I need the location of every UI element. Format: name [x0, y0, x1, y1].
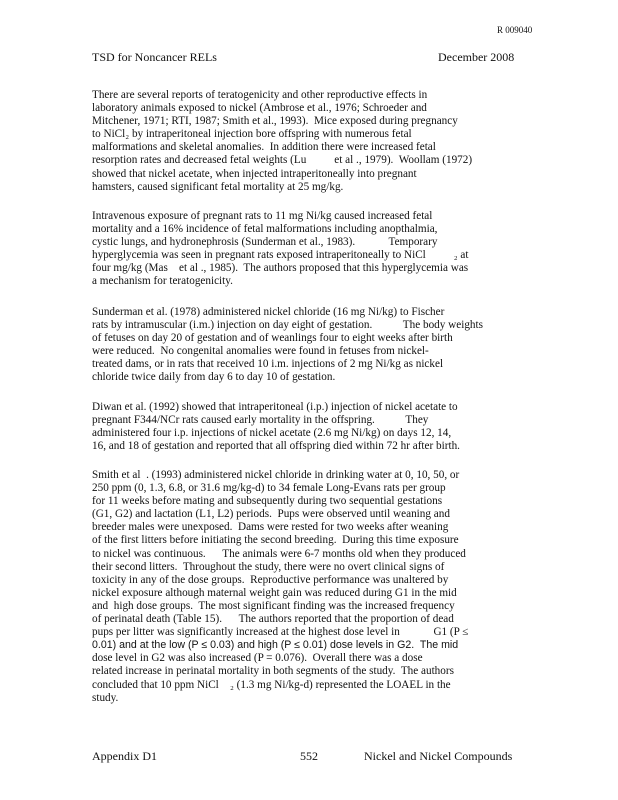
text-line: chloride twice daily from day 6 to day 10 of gestation.: [92, 371, 336, 384]
text-line: resorption rates and decreased fetal weights (Lu et al ., 1979). Woollam (1972): [92, 154, 473, 167]
footer-appendix: Appendix D1: [92, 749, 157, 763]
text-line: nickel exposure although maternal weight gain was reduced during G1 in the mid: [92, 586, 457, 599]
paragraph-diwan-1992: [92, 401, 460, 453]
text-line: (G1, G2) and lactation (L1, L2) periods. Pups were observed until weaning and: [92, 508, 450, 521]
text-line: pups per litter was significantly increased at the highest dose level in G1 (P ≤: [92, 626, 469, 639]
text-line: were reduced. No congenital anomalies were found in fetuses from nickel-: [92, 345, 429, 358]
text-line: Diwan et al. (1992) showed that intraperitoneal (i.p.) injection of nickel acetate to: [92, 401, 458, 413]
text-line: of perinatal death (Table 15). The authors reported that the proportion of dead: [92, 613, 454, 626]
text-line: and high dose groups. The most significant finding was the increased frequency: [92, 599, 455, 612]
footer-page-number: 552: [300, 749, 318, 763]
text-line: related increase in perinatal mortality in both segments of the study. The authors: [92, 665, 454, 678]
text-line: treated dams, or in rats that received 10 i.m. injections of 2 mg Ni/kg as nickel: [92, 358, 444, 371]
text-line: breeder males were unexposed. Dams were rested for two weeks after weaning: [92, 521, 449, 534]
text-line: rats by intramuscular (i.m.) injection on day eight of gestation. The body weights: [92, 319, 483, 332]
text-line: There are several reports of teratogenicity and other reproductive effects in: [92, 89, 428, 101]
text-line: showed that nickel acetate, when injected intraperitoneally into pregnant: [92, 167, 417, 180]
text-line: 16, and 18 of gestation and reported that all offspring died within 72 hr after birth.: [92, 440, 460, 453]
footer-document-title: Nickel and Nickel Compounds: [364, 749, 513, 763]
text-line: to nickel was continuous. The animals were 6-7 months old when they produced: [92, 547, 466, 560]
text-line: Sunderman et al. (1978) administered nickel chloride (16 mg Ni/kg) to Fischer: [92, 306, 445, 318]
text-line: cystic lungs, and hydronephrosis (Sunderman et al., 1983). Temporary: [92, 236, 438, 249]
text-line: malformations and skeletal anomalies. In addition there were increased fetal: [92, 141, 436, 154]
header-date: December 2008: [438, 50, 515, 64]
text-line: mortality and a 16% incidence of fetal malformations including anopthalmia,: [92, 223, 438, 236]
text-line: hyperglycemia was seen in pregnant rats exposed intraperitoneally to NiCl ₂ at: [92, 249, 469, 262]
text-line: 250 ppm (0, 1.3, 6.8, or 31.6 mg/kg-d) to 34 female Long-Evans rats per group: [92, 482, 446, 495]
text-line: four mg/kg (Mas et al ., 1985). The authors proposed that this hyperglycemia was: [92, 262, 469, 275]
text-line: toxicity in any of the dose groups. Reproductive performance was unaltered by: [92, 573, 449, 586]
paragraph-intravenous-exposure: [92, 210, 469, 289]
text-line: Mitchener, 1971; RTI, 1987; Smith et al., 1993). Mice exposed during pregnancy: [92, 115, 458, 128]
text-line: hamsters, caused significant fetal mortality at 25 mg/kg.: [92, 180, 344, 193]
text-line: for 11 weeks before mating and subsequently during two sequential gestations: [92, 495, 443, 508]
text-line: pregnant F344/NCr rats caused early mortality in the offspring. They: [92, 414, 429, 427]
text-line: 0.01) and at the low (P ≤ 0.03) and high (P ≤ 0.01) dose levels in G2. The mid: [92, 639, 459, 652]
paragraph-sunderman-1978: [92, 306, 483, 385]
text-line: their second litters. Throughout the study, there were no overt clinical signs of: [92, 560, 445, 573]
text-line: concluded that 10 ppm NiCl ₂ (1.3 mg Ni/kg-d) represented the LOAEL in the: [92, 678, 451, 691]
document-id: R 009040: [497, 25, 533, 35]
text-line: a mechanism for teratogenicity.: [92, 275, 233, 288]
paragraph-teratogenicity: [92, 89, 472, 194]
text-line: administered four i.p. injections of nickel acetate (2.6 mg Ni/kg) on days 12, 14,: [92, 427, 452, 440]
header-title: TSD for Noncancer RELs: [92, 50, 217, 64]
text-line: of fetuses on day 20 of gestation and of weanlings four to eight weeks after birth: [92, 332, 453, 345]
text-line: study.: [92, 691, 119, 704]
text-line: dose level in G2 was also increased (P = 0.076). Overall there was a dose: [92, 652, 423, 665]
text-line: Smith et al . (1993) administered nickel chloride in drinking water at 0, 10, 50, or: [92, 469, 460, 481]
text-line: of the first litters before initiating the second breeding. During this time exposure: [92, 534, 459, 547]
text-line: Intravenous exposure of pregnant rats to 11 mg Ni/kg caused increased fetal: [92, 210, 433, 222]
text-line: laboratory animals exposed to nickel (Ambrose et al., 1976; Schroeder and: [92, 102, 427, 115]
text-line: to NiCl₂ by intraperitoneal injection bore offspring with numerous fetal: [92, 128, 412, 141]
paragraph-smith-1993: [92, 469, 468, 705]
